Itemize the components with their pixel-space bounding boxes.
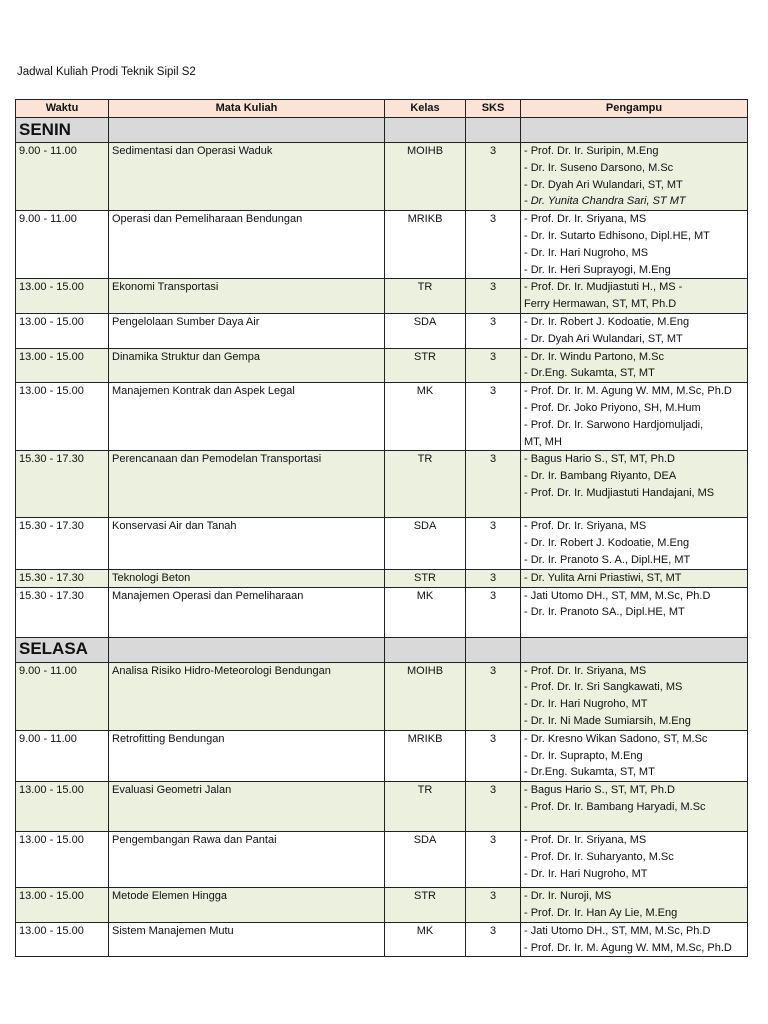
time-cell: 13.00 - 15.00 bbox=[16, 348, 109, 383]
schedule-table bbox=[15, 99, 748, 957]
lecturer-name: - Prof. Dr. Ir. Suripin, M.Eng bbox=[524, 145, 659, 157]
sks-cell: 3 bbox=[466, 348, 521, 383]
lecturer-name: - Bagus Hario S., ST, MT, Ph.D bbox=[524, 453, 675, 466]
lecturer-name: - Dr. Dyah Ari Wulandari, ST, MT bbox=[524, 332, 683, 345]
day-row-cell bbox=[385, 118, 466, 143]
sks-cell: 3 bbox=[466, 832, 521, 888]
time-cell: 9.00 - 11.00 bbox=[16, 143, 109, 211]
sks-cell: 3 bbox=[466, 569, 521, 587]
lecturer-name: - Prof. Dr. Ir. Sarwono Hardjomuljadi, bbox=[524, 418, 704, 431]
time-cell: 13.00 - 15.00 bbox=[16, 888, 109, 923]
lecturer-name: - Dr. Ir. Pranoto SA., Dipl.HE, MT bbox=[524, 606, 685, 619]
lecturers-cell bbox=[521, 730, 748, 781]
lecturer-name: - Dr. Yunita Chandra Sari, ST MT bbox=[524, 195, 686, 208]
lecturers-cell bbox=[521, 451, 748, 518]
lecturer-name: - Jati Utomo DH., ST, MM, M.Sc, Ph.D bbox=[524, 924, 711, 937]
header-kelas: Kelas bbox=[385, 100, 466, 118]
header-pengampu: Pengampu bbox=[521, 100, 748, 118]
sks-cell: 3 bbox=[466, 662, 521, 730]
lecturers-cell bbox=[521, 348, 748, 383]
sks-cell: 3 bbox=[466, 518, 521, 569]
table-row bbox=[16, 211, 748, 279]
day-row-cell bbox=[521, 118, 748, 143]
sks-cell: 3 bbox=[466, 279, 521, 314]
class-cell: TR bbox=[385, 782, 466, 832]
class-cell: STR bbox=[385, 348, 466, 383]
lecturer-name: - Dr. Ir. Hari Nugroho, MS bbox=[524, 246, 649, 259]
lecturer-name: - Dr. Ir. Bambang Riyanto, DEA bbox=[524, 470, 677, 483]
table-row bbox=[16, 518, 748, 569]
table-row bbox=[16, 143, 748, 211]
lecturer-name: - Prof. Dr. Ir. Sriyana, MS bbox=[524, 664, 647, 677]
course-cell: Pengembangan Rawa dan Pantai bbox=[109, 832, 385, 888]
lecturer-name: - Dr. Ir. Robert J. Kodoatie, M.Eng bbox=[524, 315, 690, 328]
course-cell: Ekonomi Transportasi bbox=[109, 279, 385, 314]
lecturer-name: - Dr. Yulita Arni Priastiwi, ST, MT bbox=[524, 571, 682, 584]
sks-cell: 3 bbox=[466, 143, 521, 211]
table-row bbox=[16, 587, 748, 637]
lecturers-cell bbox=[521, 569, 748, 587]
course-cell: Sedimentasi dan Operasi Waduk bbox=[109, 143, 385, 211]
lecturer-name: - Jati Utomo DH., ST, MM, M.Sc, Ph.D bbox=[524, 589, 711, 602]
document-title: Jadwal Kuliah Prodi Teknik Sipil S2 bbox=[17, 66, 196, 78]
table-row bbox=[16, 922, 748, 957]
table-row bbox=[16, 348, 748, 383]
table-row bbox=[16, 832, 748, 888]
lecturer-name: - Prof. Dr. Ir. Sriyana, MS bbox=[524, 520, 647, 533]
lecturer-name: - Dr.Eng. Sukamta, ST, MT bbox=[524, 766, 655, 779]
lecturers-cell bbox=[521, 782, 748, 832]
schedule-body bbox=[16, 118, 748, 957]
table-row bbox=[16, 662, 748, 730]
time-cell: 13.00 - 15.00 bbox=[16, 279, 109, 314]
day-row-cell bbox=[521, 637, 748, 662]
lecturers-cell bbox=[521, 518, 748, 569]
time-cell: 13.00 - 15.00 bbox=[16, 922, 109, 957]
time-cell: 15.30 - 17.30 bbox=[16, 587, 109, 637]
lecturer-name: MT, MH bbox=[524, 435, 562, 448]
day-row-cell bbox=[109, 637, 385, 662]
lecturer-name: - Dr. Ir. Hari Nugroho, MT bbox=[524, 698, 648, 711]
lecturer-name: - Prof. Dr. Ir. Suharyanto, M.Sc bbox=[524, 850, 674, 863]
lecturer-name: - Dr. Ir. Windu Partono, M.Sc bbox=[524, 350, 664, 363]
lecturers-cell bbox=[521, 832, 748, 888]
time-cell: 13.00 - 15.00 bbox=[16, 832, 109, 888]
lecturer-name: - Dr. Dyah Ari Wulandari, ST, MT bbox=[524, 178, 683, 191]
table-row bbox=[16, 569, 748, 587]
lecturer-name: - Dr. Kresno Wikan Sadono, ST, M.Sc bbox=[524, 732, 708, 745]
lecturers-cell bbox=[521, 888, 748, 923]
course-cell: Konservasi Air dan Tanah bbox=[109, 518, 385, 569]
course-cell: Manajemen Operasi dan Pemeliharaan bbox=[109, 587, 385, 637]
class-cell: MOIHB bbox=[385, 143, 466, 211]
table-row bbox=[16, 279, 748, 314]
time-cell: 13.00 - 15.00 bbox=[16, 313, 109, 348]
sks-cell: 3 bbox=[466, 782, 521, 832]
day-row-cell bbox=[385, 637, 466, 662]
lecturers-cell bbox=[521, 662, 748, 730]
time-cell: 15.30 - 17.30 bbox=[16, 518, 109, 569]
lecturer-name: - Prof. Dr. Ir. Mudjiastuti H., MS - bbox=[524, 281, 683, 294]
lecturers-cell bbox=[521, 279, 748, 314]
day-row-cell bbox=[109, 118, 385, 143]
sks-cell: 3 bbox=[466, 383, 521, 451]
class-cell: TR bbox=[385, 279, 466, 314]
lecturer-name: - Dr. Ir. Robert J. Kodoatie, M.Eng bbox=[524, 537, 690, 550]
time-cell: 9.00 - 11.00 bbox=[16, 211, 109, 279]
header-sks: SKS bbox=[466, 100, 521, 118]
sks-cell: 3 bbox=[466, 922, 521, 957]
course-cell: Dinamika Struktur dan Gempa bbox=[109, 348, 385, 383]
lecturer-name: - Dr. Ir. Hari Nugroho, MT bbox=[524, 867, 648, 880]
table-row bbox=[16, 888, 748, 923]
time-cell: 13.00 - 15.00 bbox=[16, 782, 109, 832]
table-row bbox=[16, 782, 748, 832]
sks-cell: 3 bbox=[466, 587, 521, 637]
day-row bbox=[16, 118, 748, 143]
course-cell: Metode Elemen Hingga bbox=[109, 888, 385, 923]
lecturer-name: - Dr. Ir. Heri Suprayogi, M.Eng bbox=[524, 263, 671, 276]
lecturer-name: - Prof. Dr. Ir. Bambang Haryadi, M.Sc bbox=[524, 800, 706, 813]
day-row-cell bbox=[466, 637, 521, 662]
lecturer-name: - Prof. Dr. Ir. M. Agung W. MM, M.Sc, Ph.D bbox=[524, 385, 732, 398]
header-mata-kuliah: Mata Kuliah bbox=[109, 100, 385, 118]
day-name: SELASA bbox=[16, 637, 109, 662]
class-cell: STR bbox=[385, 888, 466, 923]
lecturer-name: - Dr. Ir. Suseno Darsono, M.Sc bbox=[524, 161, 674, 174]
course-cell: Retrofitting Bendungan bbox=[109, 730, 385, 781]
table-row bbox=[16, 383, 748, 451]
class-cell: SDA bbox=[385, 832, 466, 888]
header-waktu: Waktu bbox=[16, 100, 109, 118]
course-cell: Operasi dan Pemeliharaan Bendungan bbox=[109, 211, 385, 279]
sks-cell: 3 bbox=[466, 888, 521, 923]
course-cell: Pengelolaan Sumber Daya Air bbox=[109, 313, 385, 348]
class-cell: TR bbox=[385, 451, 466, 518]
lecturers-cell bbox=[521, 922, 748, 957]
header-row bbox=[16, 100, 748, 118]
lecturer-name: - Dr. Ir. Ni Made Sumiarsih, M.Eng bbox=[524, 714, 691, 727]
course-cell: Manajemen Kontrak dan Aspek Legal bbox=[109, 383, 385, 451]
course-cell: Evaluasi Geometri Jalan bbox=[109, 782, 385, 832]
lecturers-cell bbox=[521, 143, 748, 211]
day-row-cell bbox=[466, 118, 521, 143]
lecturer-name: - Dr. Ir. Suprapto, M.Eng bbox=[524, 749, 643, 762]
course-cell: Analisa Risiko Hidro-Meteorologi Bendungan bbox=[109, 662, 385, 730]
class-cell: MK bbox=[385, 587, 466, 637]
course-cell: Sistem Manajemen Mutu bbox=[109, 922, 385, 957]
lecturer-name: - Dr. Ir. Nuroji, MS bbox=[524, 890, 612, 903]
time-cell: 15.30 - 17.30 bbox=[16, 451, 109, 518]
sks-cell: 3 bbox=[466, 730, 521, 781]
class-cell: MOIHB bbox=[385, 662, 466, 730]
class-cell: SDA bbox=[385, 518, 466, 569]
lecturer-name: - Prof. Dr. Joko Priyono, SH, M.Hum bbox=[524, 401, 701, 414]
time-cell: 9.00 - 11.00 bbox=[16, 662, 109, 730]
day-name: SENIN bbox=[16, 118, 109, 143]
time-cell: 15.30 - 17.30 bbox=[16, 569, 109, 587]
sks-cell: 3 bbox=[466, 451, 521, 518]
lecturers-cell bbox=[521, 211, 748, 279]
class-cell: MRIKB bbox=[385, 211, 466, 279]
lecturer-name: - Bagus Hario S., ST, MT, Ph.D bbox=[524, 784, 675, 797]
class-cell: MK bbox=[385, 922, 466, 957]
time-cell: 13.00 - 15.00 bbox=[16, 383, 109, 451]
table-row bbox=[16, 730, 748, 781]
lecturer-name: - Prof. Dr. Ir. Mudjiastuti Handajani, MS bbox=[524, 486, 715, 499]
lecturers-cell bbox=[521, 587, 748, 637]
course-cell: Perencanaan dan Pemodelan Transportasi bbox=[109, 451, 385, 518]
sks-cell: 3 bbox=[466, 211, 521, 279]
sks-cell: 3 bbox=[466, 313, 521, 348]
class-cell: SDA bbox=[385, 313, 466, 348]
course-cell: Teknologi Beton bbox=[109, 569, 385, 587]
lecturer-name: - Dr.Eng. Sukamta, ST, MT bbox=[524, 367, 655, 380]
lecturer-name: - Prof. Dr. Ir. M. Agung W. MM, M.Sc, Ph.D bbox=[524, 941, 732, 954]
table-row bbox=[16, 451, 748, 518]
lecturer-name: - Dr. Ir. Sutarto Edhisono, Dipl.HE, MT bbox=[524, 229, 710, 242]
lecturers-cell bbox=[521, 313, 748, 348]
lecturer-name: - Prof. Dr. Ir. Sriyana, MS bbox=[524, 834, 647, 847]
lecturers-cell bbox=[521, 383, 748, 451]
class-cell: MRIKB bbox=[385, 730, 466, 781]
table-row bbox=[16, 313, 748, 348]
class-cell: STR bbox=[385, 569, 466, 587]
lecturer-name: - Dr. Ir. Pranoto S. A., Dipl.HE, MT bbox=[524, 553, 691, 566]
class-cell: MK bbox=[385, 383, 466, 451]
lecturer-name: - Prof. Dr. Ir. Sriyana, MS bbox=[524, 213, 647, 226]
day-row bbox=[16, 637, 748, 662]
lecturer-name: - Prof. Dr. Ir. Han Ay Lie, M.Eng bbox=[524, 906, 678, 919]
lecturer-name: - Prof. Dr. Ir. Sri Sangkawati, MS bbox=[524, 681, 683, 694]
lecturer-name: Ferry Hermawan, ST, MT, Ph.D bbox=[524, 298, 677, 311]
time-cell: 9.00 - 11.00 bbox=[16, 730, 109, 781]
